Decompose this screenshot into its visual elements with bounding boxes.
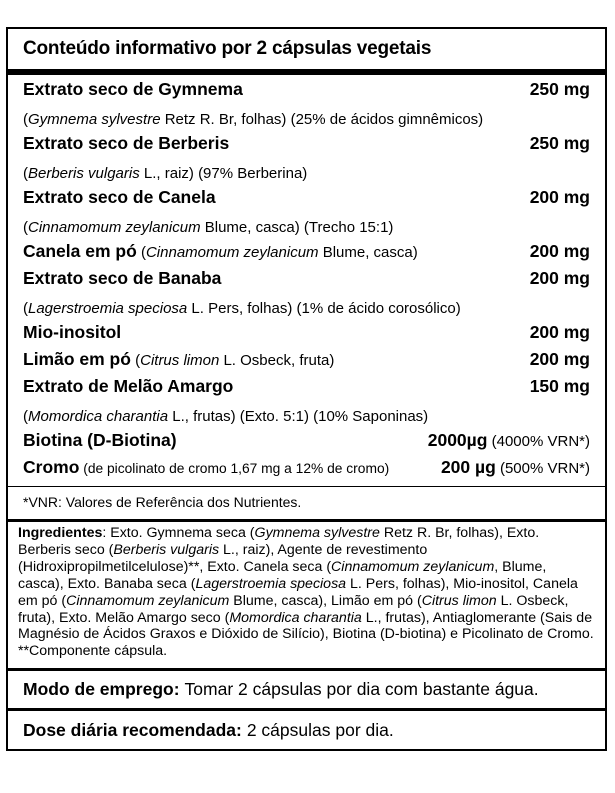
item-name: Cromo <box>23 457 80 477</box>
item-source-species: Lagerstroemia speciosa <box>28 300 188 317</box>
daily-dose <box>8 708 605 749</box>
ingredients-block <box>8 519 605 668</box>
item-note: (de picolinato de cromo 1,67 mg a 12% de cromo) <box>79 461 390 476</box>
item-source: (Gymnema sylvestre Retz R. Br, folhas) (25% de ácidos gimnêmicos) <box>23 111 484 128</box>
item-amount: 250 mg <box>529 133 590 153</box>
item-source-detail: L. Pers, folhas) (1% de ácido corosólico) <box>187 300 461 317</box>
item-amount: 200 µg <box>440 457 496 477</box>
ingredients-text: L., frutas), Antiaglomerante (Sais de Magnésio de Ácidos Graxos e Dióxido de Silício), Biotina (D-biotina) e Picolinato de Cromo. **Componente cápsula. <box>18 609 594 660</box>
item-name: Extrato seco de Canela <box>23 187 216 207</box>
ingredients-text: Retz R. Br, folhas), Exto. Berberis seco ( <box>18 525 540 558</box>
item-row-berberis <box>23 133 590 160</box>
ingredients-text: L. Pers, folhas), Mio-inositol, Canela em pó ( <box>18 575 578 609</box>
item-name: Extrato seco de Berberis <box>23 133 230 153</box>
item-row-biotina <box>23 430 590 457</box>
item-name: Extrato seco de Banaba <box>23 268 222 288</box>
item-name: Biotina (D-Biotina) <box>23 430 177 450</box>
item-amount: 200 mg <box>529 322 590 342</box>
ingredients-species: Cinnamomum zeylanicum <box>331 558 495 575</box>
item-name: Canela em pó <box>23 241 137 261</box>
item-row-canela-extrato <box>23 187 590 214</box>
item-row-melao-amargo <box>23 376 590 403</box>
item-source-species: Berberis vulgaris <box>28 165 140 182</box>
item-source-detail: L., raiz) (97% Berberina) <box>139 165 308 182</box>
item-source: (Lagerstroemia speciosa L. Pers, folhas) (1% de ácido corosólico) <box>23 300 461 317</box>
item-name: Extrato de Melão Amargo <box>23 376 234 396</box>
ingredients-text: , Blume, casca), Exto. Banaba seca ( <box>18 558 547 592</box>
item-source-detail: Blume, casca) (Trecho 15:1) <box>200 219 394 236</box>
ingredients-species: Citrus limon <box>421 592 497 609</box>
item-amount: 200 mg <box>529 187 590 207</box>
ingredients-species: Momordica charantia <box>229 609 362 626</box>
dose-label: Dose diária recomendada: <box>23 719 242 740</box>
ingredients-text: Blume, casca), Limão em pó ( <box>229 592 422 609</box>
item-source: (Cinnamomum zeylanicum Blume, casca) (Trecho 15:1) <box>23 219 394 236</box>
usage-text: Tomar 2 cápsulas por dia com bastante água. <box>184 679 539 700</box>
item-row-cromo <box>23 457 590 484</box>
item-amount: 200 mg <box>529 268 590 288</box>
dose-text: 2 cápsulas por dia. <box>246 719 394 740</box>
item-source: (Berberis vulgaris L., raiz) (97% Berberina) <box>23 165 308 182</box>
item-amount: 200 mg <box>529 349 590 369</box>
item-row-mio-inositol <box>23 322 590 349</box>
item-source-species: Gymnema sylvestre <box>28 111 161 128</box>
nutrition-label <box>6 27 607 751</box>
item-source-species: Momordica charantia <box>28 408 169 425</box>
item-note: (Citrus limon L. Osbeck, fruta) <box>130 352 335 369</box>
item-source-detail: L., frutas) (Exto. 5:1) (10% Saponinas) <box>168 408 429 425</box>
label-title: Conteúdo informativo por 2 cápsulas vegetais <box>23 38 432 59</box>
ingredients-label: Ingredientes <box>18 525 103 541</box>
facts-table <box>8 69 605 519</box>
ingredients-text: : Exto. Gymnema seca ( <box>102 525 255 541</box>
ingredients-text: L., raiz), Agente de revestimento (Hidroxipropilmetilcelulose)**, Exto. Canela seca ( <box>18 541 428 575</box>
usage-label: Modo de emprego: <box>23 679 180 700</box>
item-row-canela-po <box>23 241 590 268</box>
item-note: (Cinnamomum zeylanicum Blume, casca) <box>136 244 418 261</box>
item-source: (Momordica charantia L., frutas) (Exto. 5:1) (10% Saponinas) <box>23 408 429 425</box>
item-name: Limão em pó <box>23 349 131 369</box>
item-amount: 200 mg <box>529 241 590 261</box>
ingredients-species: Gymnema sylvestre <box>254 525 380 541</box>
item-amount: 250 mg <box>529 79 590 99</box>
item-row-gymnema <box>23 79 590 106</box>
item-vrn: (4000% VRN*) <box>487 433 590 450</box>
ingredients-text: L. Osbeck, fruta), Exto. Melão Amargo seco ( <box>18 592 569 626</box>
usage-instructions <box>8 668 605 708</box>
vnr-footnote: *VNR: Valores de Referência dos Nutrientes. <box>8 486 605 519</box>
item-source-species: Cinnamomum zeylanicum <box>28 219 201 236</box>
item-vrn: (500% VRN*) <box>495 460 590 477</box>
item-name: Extrato seco de Gymnema <box>23 79 243 99</box>
item-amount: 2000µg <box>427 430 488 450</box>
ingredients-species: Cinnamomum zeylanicum <box>66 592 230 609</box>
item-name: Mio-inositol <box>23 322 122 342</box>
ingredients-species: Berberis vulgaris <box>113 541 220 558</box>
item-row-limao <box>23 349 590 376</box>
item-amount: 150 mg <box>529 376 590 396</box>
ingredients-species: Lagerstroemia speciosa <box>195 575 347 592</box>
item-source-detail: Retz R. Br, folhas) (25% de ácidos gimnêmicos) <box>160 111 484 128</box>
item-row-banaba <box>23 268 590 295</box>
